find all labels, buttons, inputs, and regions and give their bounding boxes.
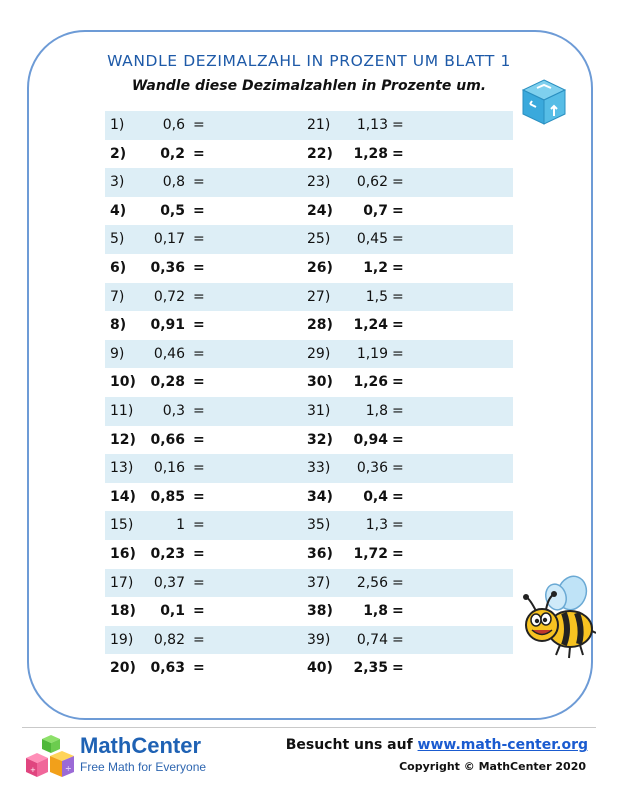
decimal-value: 0,8: [162, 174, 185, 191]
brand-tagline: Free Math for Everyone: [80, 760, 207, 774]
decimal-value: 0,4: [363, 488, 388, 505]
table-row: [105, 397, 513, 426]
decimal-value: 1,5: [365, 288, 388, 305]
worksheet-instruction: Wandle diese Dezimalzahlen in Prozente um.: [131, 78, 487, 94]
decimal-value: 0,1: [160, 603, 185, 620]
decimal-value: 1,24: [353, 317, 388, 334]
item-number: 28): [307, 317, 333, 334]
equals-sign: =: [193, 117, 205, 133]
item-number: 10): [110, 374, 136, 391]
item-number: 13): [110, 460, 134, 477]
decimal-value: 0,91: [150, 317, 185, 334]
equals-sign: =: [392, 174, 404, 191]
item-number: 40): [307, 660, 333, 677]
item-number: 6): [110, 259, 127, 276]
equals-sign: =: [193, 631, 205, 648]
equals-sign: =: [392, 231, 404, 248]
equals-sign: =: [392, 117, 404, 133]
decimal-value: 0,36: [356, 460, 388, 477]
table-row: [105, 225, 513, 254]
equals-sign: =: [392, 460, 404, 477]
equals-sign: =: [392, 202, 404, 219]
item-number: 22): [307, 145, 333, 162]
equals-sign: =: [392, 574, 404, 591]
table-row: [105, 454, 513, 483]
item-number: 9): [110, 345, 125, 362]
item-number: 2): [110, 145, 127, 162]
item-number: 27): [307, 288, 331, 305]
item-number: 24): [307, 202, 333, 219]
item-number: 29): [307, 345, 331, 362]
equals-sign: =: [392, 374, 404, 391]
table-row: [105, 111, 513, 140]
table-row: [105, 626, 513, 655]
table-row: [105, 569, 513, 598]
table-row: [105, 654, 513, 683]
equals-sign: =: [392, 431, 404, 448]
item-number: 16): [110, 545, 136, 562]
decimal-value: 0,16: [153, 460, 185, 477]
mathcenter-logo-icon: [24, 733, 76, 785]
table-row: [105, 140, 513, 169]
decimal-value: 0,72: [153, 288, 185, 305]
decimal-value: 0,62: [356, 174, 388, 191]
equals-sign: =: [392, 660, 404, 677]
website-link[interactable]: www.math-center.org: [417, 737, 588, 753]
decimal-value: 0,5: [160, 202, 185, 219]
footer-divider: [22, 727, 596, 728]
equals-sign: =: [193, 288, 205, 305]
item-number: 20): [110, 660, 136, 677]
equals-sign: =: [193, 402, 205, 419]
item-number: 19): [110, 631, 134, 648]
item-number: 18): [110, 603, 136, 620]
equals-sign: =: [392, 517, 404, 534]
decimal-value: 0,6: [162, 117, 185, 133]
item-number: 7): [110, 288, 125, 305]
item-number: 12): [110, 431, 136, 448]
table-row: [105, 368, 513, 397]
decimal-value: 2,35: [353, 660, 388, 677]
item-number: 37): [307, 574, 331, 591]
problem-table: [105, 111, 513, 683]
equals-sign: =: [193, 145, 205, 162]
equals-sign: =: [193, 231, 205, 248]
item-number: 36): [307, 545, 333, 562]
decimal-value: 1,3: [365, 517, 388, 534]
decimal-value: 0,23: [150, 545, 185, 562]
copyright-text: Copyright © MathCenter 2020: [399, 760, 586, 773]
decimal-value: 0,82: [153, 631, 185, 648]
equals-sign: =: [392, 345, 404, 362]
equals-sign: =: [193, 517, 205, 534]
table-row: [105, 197, 513, 226]
decimal-value: 0,17: [153, 231, 185, 248]
equals-sign: =: [193, 603, 205, 620]
equals-sign: =: [392, 145, 404, 162]
item-number: 5): [110, 231, 125, 248]
decimal-value: 0,45: [356, 231, 388, 248]
equals-sign: =: [193, 660, 205, 677]
item-number: 3): [110, 174, 125, 191]
svg-text:+: +: [30, 766, 36, 774]
equals-sign: =: [392, 402, 404, 419]
cube-icon: [521, 78, 567, 126]
decimal-value: 0,36: [150, 259, 185, 276]
decimal-value: 0,28: [150, 374, 185, 391]
decimal-value: 1,72: [353, 545, 388, 562]
decimal-value: 0,46: [153, 345, 185, 362]
item-number: 38): [307, 603, 333, 620]
item-number: 15): [110, 517, 134, 534]
svg-text:÷: ÷: [65, 764, 72, 773]
equals-sign: =: [392, 317, 404, 334]
equals-sign: =: [193, 317, 205, 334]
item-number: 33): [307, 460, 331, 477]
equals-sign: =: [193, 374, 205, 391]
item-number: 23): [307, 174, 331, 191]
decimal-value: 1,8: [365, 402, 388, 419]
decimal-value: 0,3: [162, 402, 185, 419]
equals-sign: =: [193, 259, 205, 276]
item-number: 25): [307, 231, 331, 248]
item-number: 14): [110, 488, 136, 505]
decimal-value: 2,56: [356, 574, 388, 591]
item-number: 11): [110, 402, 134, 419]
equals-sign: =: [193, 488, 205, 505]
equals-sign: =: [392, 603, 404, 620]
item-number: 8): [110, 317, 127, 334]
equals-sign: =: [193, 174, 205, 191]
equals-sign: =: [392, 288, 404, 305]
decimal-value: 1,19: [356, 345, 388, 362]
item-number: 34): [307, 488, 333, 505]
decimal-value: 0,66: [150, 431, 185, 448]
equals-sign: =: [193, 431, 205, 448]
equals-sign: =: [193, 574, 205, 591]
table-row: [105, 340, 513, 369]
decimal-value: 0,74: [356, 631, 388, 648]
table-row: [105, 168, 513, 197]
visit-label: Besucht uns auf: [285, 737, 413, 753]
visit-line: [286, 737, 588, 753]
table-row: [105, 426, 513, 455]
table-row: [105, 283, 513, 312]
item-number: 1): [110, 117, 125, 133]
decimal-value: 0,2: [160, 145, 185, 162]
equals-sign: =: [392, 545, 404, 562]
item-number: 39): [307, 631, 331, 648]
equals-sign: =: [193, 202, 205, 219]
item-number: 17): [110, 574, 134, 591]
equals-sign: =: [392, 631, 404, 648]
item-number: 26): [307, 259, 333, 276]
bee-icon: [520, 575, 596, 665]
decimal-value: 1,26: [353, 374, 388, 391]
decimal-value: 0,7: [363, 202, 388, 219]
decimal-value: 0,63: [150, 660, 185, 677]
item-number: 4): [110, 202, 127, 219]
decimal-value: 1,28: [353, 145, 388, 162]
decimal-value: 1: [176, 517, 185, 534]
decimal-value: 1,2: [363, 259, 388, 276]
decimal-value: 1,13: [356, 117, 388, 133]
table-row: [105, 540, 513, 569]
table-row: [105, 597, 513, 626]
table-row: [105, 311, 513, 340]
equals-sign: =: [193, 345, 205, 362]
decimal-value: 0,85: [150, 488, 185, 505]
equals-sign: =: [193, 460, 205, 477]
table-row: [105, 511, 513, 540]
table-row: [105, 254, 513, 283]
equals-sign: =: [193, 545, 205, 562]
item-number: 30): [307, 374, 333, 391]
item-number: 32): [307, 431, 333, 448]
equals-sign: =: [392, 259, 404, 276]
decimal-value: 0,37: [153, 574, 185, 591]
equals-sign: =: [392, 488, 404, 505]
item-number: 21): [307, 117, 331, 133]
brand-name: MathCenter: [80, 733, 202, 758]
decimal-value: 0,94: [353, 431, 388, 448]
item-number: 31): [307, 402, 331, 419]
table-row: [105, 483, 513, 512]
worksheet-title: WANDLE DEZIMALZAHL IN PROZENT UM BLATT 1: [107, 52, 511, 70]
item-number: 35): [307, 517, 331, 534]
decimal-value: 1,8: [363, 603, 388, 620]
